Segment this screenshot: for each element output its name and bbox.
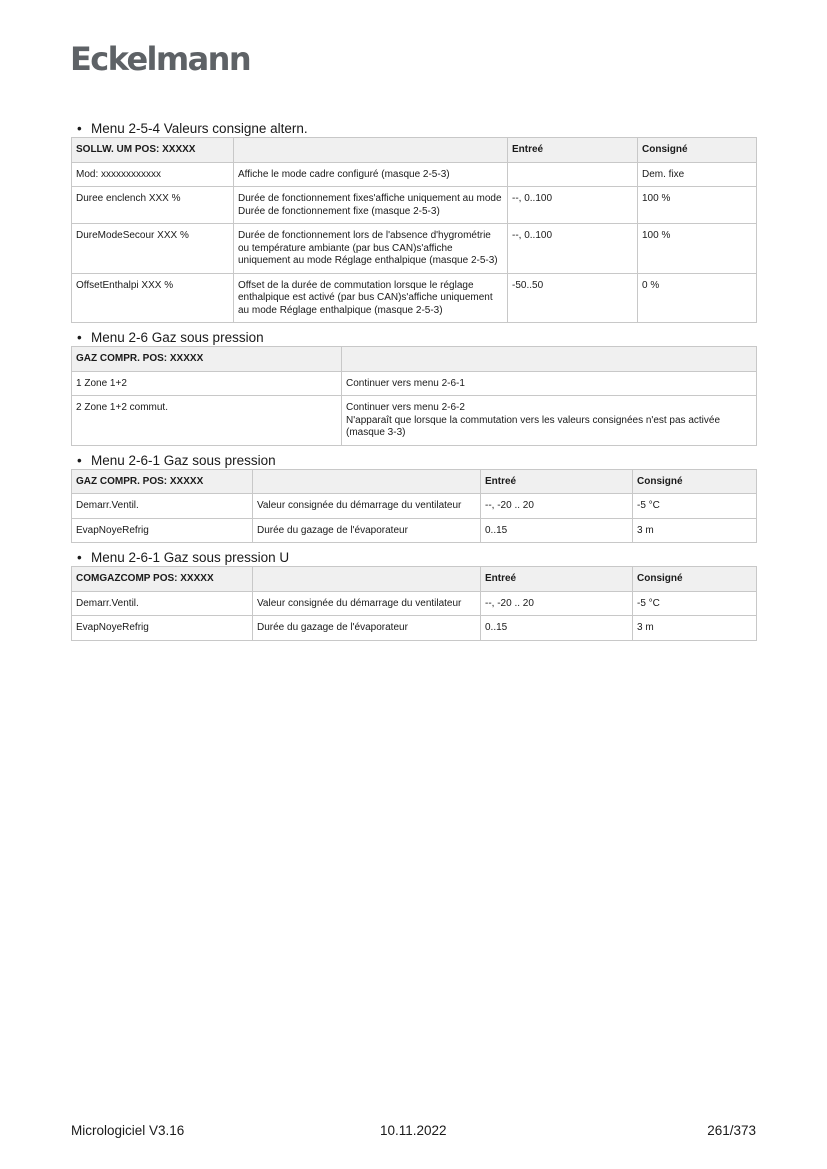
header-cell: GAZ COMPR. POS: XXXXX xyxy=(72,469,253,494)
table-cell: 2 Zone 1+2 commut. xyxy=(72,396,342,446)
table-cell: 0 % xyxy=(638,273,757,323)
section-title-text: Menu 2-6 Gaz sous pression xyxy=(91,330,264,345)
section-title-menu-2-6-1-u xyxy=(71,549,756,566)
table-cell: --, 0..100 xyxy=(508,187,638,224)
table-cell: Demarr.Ventil. xyxy=(72,591,253,616)
footer-date: 10.11.2022 xyxy=(380,1123,447,1138)
header-cell: Consigné xyxy=(638,138,757,163)
footer-firmware-version: Micrologiciel V3.16 xyxy=(71,1123,185,1138)
table-cell: EvapNoyeRefrig xyxy=(72,518,253,543)
table-menu-2-6 xyxy=(71,346,757,446)
table-row xyxy=(72,494,757,519)
table-menu-2-6-1 xyxy=(71,469,757,544)
cell-line: N'apparaît que lorsque la commutation vers les valeurs consignées n'est pas activée (masque 3-3) xyxy=(346,414,721,438)
table-row xyxy=(72,187,757,224)
section-title-menu-2-6 xyxy=(71,329,756,346)
company-logo: Eckelmann xyxy=(70,40,251,78)
header-cell: SOLLW. UM POS: XXXXX xyxy=(72,138,234,163)
table-cell: --, -20 .. 20 xyxy=(481,494,633,519)
table-header-row xyxy=(72,567,757,592)
table-cell: 100 % xyxy=(638,224,757,274)
table-row xyxy=(72,591,757,616)
table-cell: Valeur consignée du démarrage du ventilateur xyxy=(253,494,481,519)
section-title-text: Menu 2-6-1 Gaz sous pression xyxy=(91,452,276,468)
table-cell: OffsetEnthalpi XXX % xyxy=(72,273,234,323)
bullet-icon: • xyxy=(77,452,82,468)
table-row xyxy=(72,371,757,396)
document-content xyxy=(71,120,756,647)
header-cell: COMGAZCOMP POS: XXXXX xyxy=(72,567,253,592)
section-title-menu-2-5-4 xyxy=(71,120,756,137)
table-cell: 0..15 xyxy=(481,518,633,543)
section-title-text: Menu 2-5-4 Valeurs consigne altern. xyxy=(91,121,308,136)
table-cell: Affiche le mode cadre configuré (masque 2-5-3) xyxy=(234,162,508,187)
section-title-menu-2-6-1 xyxy=(71,452,756,469)
table-cell: Valeur consignée du démarrage du ventilateur xyxy=(253,591,481,616)
table-cell: 100 % xyxy=(638,187,757,224)
table-header-row xyxy=(72,347,757,372)
table-row xyxy=(72,616,757,641)
bullet-icon: • xyxy=(77,550,82,565)
table-row xyxy=(72,224,757,274)
table-cell: Demarr.Ventil. xyxy=(72,494,253,519)
table-cell: Mod: xxxxxxxxxxxx xyxy=(72,162,234,187)
table-cell: --, 0..100 xyxy=(508,224,638,274)
table-header-row xyxy=(72,138,757,163)
bullet-icon: • xyxy=(77,330,82,345)
header-cell: GAZ COMPR. POS: XXXXX xyxy=(72,347,342,372)
header-cell xyxy=(253,469,481,494)
table-cell: Durée du gazage de l'évaporateur xyxy=(253,518,481,543)
table-cell: DureModeSecour XXX % xyxy=(72,224,234,274)
header-cell: Entreé xyxy=(481,567,633,592)
table-menu-2-5-4 xyxy=(71,137,757,323)
header-cell: Consigné xyxy=(633,469,757,494)
table-menu-2-6-1-u xyxy=(71,566,757,641)
table-row xyxy=(72,162,757,187)
table-cell: 0..15 xyxy=(481,616,633,641)
header-cell: Consigné xyxy=(633,567,757,592)
header-cell xyxy=(234,138,508,163)
table-cell: 3 m xyxy=(633,616,757,641)
header-cell xyxy=(253,567,481,592)
header-cell: Entreé xyxy=(508,138,638,163)
table-cell xyxy=(508,162,638,187)
table-cell: --, -20 .. 20 xyxy=(481,591,633,616)
bullet-icon: • xyxy=(77,121,82,136)
table-cell: Durée de fonctionnement lors de l'absence d'hygrométrie ou température ambiante (par bus CAN)s'affiche uniquement au mode Réglage enthalpique (masque 2-5-3) xyxy=(234,224,508,274)
footer-page-number: 261/373 xyxy=(707,1123,756,1138)
header-cell xyxy=(342,347,757,372)
table-cell: EvapNoyeRefrig xyxy=(72,616,253,641)
table-cell: 3 m xyxy=(633,518,757,543)
table-cell: Durée de fonctionnement fixes'affiche uniquement au mode Durée de fonctionnement fixe (masque 2-5-3) xyxy=(234,187,508,224)
table-cell: Durée du gazage de l'évaporateur xyxy=(253,616,481,641)
table-header-row xyxy=(72,469,757,494)
table-row xyxy=(72,518,757,543)
section-title-text: Menu 2-6-1 Gaz sous pression U xyxy=(91,550,290,565)
table-cell xyxy=(342,396,757,446)
table-cell: -50..50 xyxy=(508,273,638,323)
table-cell: Duree enclench XXX % xyxy=(72,187,234,224)
table-cell: Dem. fixe xyxy=(638,162,757,187)
table-cell: 1 Zone 1+2 xyxy=(72,371,342,396)
table-cell: Offset de la durée de commutation lorsque le réglage enthalpique est activé (par bus CAN)s'affiche uniquement au mode Réglage enthalpique (masque 2-5-3) xyxy=(234,273,508,323)
table-cell: -5 °C xyxy=(633,494,757,519)
table-row xyxy=(72,396,757,446)
cell-line: Continuer vers menu 2-6-2 xyxy=(346,402,465,413)
table-cell: -5 °C xyxy=(633,591,757,616)
header-cell: Entreé xyxy=(481,469,633,494)
table-cell: Continuer vers menu 2-6-1 xyxy=(342,371,757,396)
table-row xyxy=(72,273,757,323)
